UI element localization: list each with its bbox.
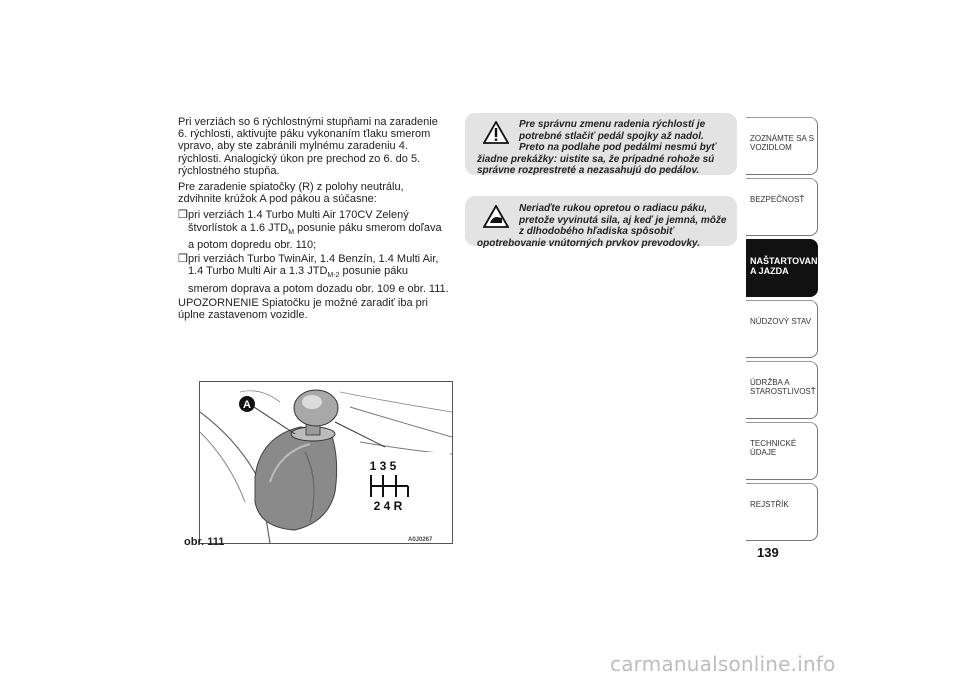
bullet-text: pri verziách 1.4 Turbo Multi Air 170CV Zelený štvorlístok a 1.6 $JTD_M$ posunie páku smerom doľava a potom dopredu obr. 110; — [188, 209, 442, 252]
figure-caption: obr. 111 — [184, 536, 225, 548]
tab-know-your-vehicle[interactable]: ZOZNÁMTE SA S VOZIDLOM — [746, 117, 818, 175]
body-text-column — [178, 116, 450, 325]
paragraph-sixth-gear: Pri verziách so 6 rýchlostnými stupňami na zaradenie 6. rýchlosti, aktivujte páku vykonaním ťlaku smerom vpravo, aby ste zabránili mylnému zaradeniu 4. rýchlosti. Analogický úkon pre prechod zo 6. do 5. rýchlostného stupňa. — [178, 116, 438, 177]
warning-triangle-icon — [483, 121, 509, 148]
gear-bottom-labels: 2 4 R — [373, 499, 403, 513]
chapter-tabs — [746, 117, 827, 544]
tab-starting-driving[interactable]: NAŠTARTOVANIE A JAZDA — [746, 239, 818, 297]
warning-box-clutch — [465, 113, 737, 175]
watermark: carmanualsonline.info — [610, 652, 836, 676]
bullet-box-icon: ❒ — [178, 209, 188, 222]
bullet-box-icon: ❒ — [178, 253, 188, 266]
tab-safety[interactable]: BEZPEČNOSŤ — [746, 178, 818, 236]
label-a: A — [243, 399, 251, 411]
hand-caution-icon — [483, 205, 509, 232]
page-number: 139 — [757, 545, 779, 560]
gear-top-labels: 1 3 5 — [369, 459, 397, 473]
bullet-text: pri verziách Turbo TwinAir, 1.4 Benzín, 1.4 Multi Air, 1.4 Turbo Multi Air a 1.3 $JTD_{M-2}$ posunie páku smerom doprava a potom dozadu obr. 109 e obr. 111. — [188, 253, 449, 295]
list-item — [178, 253, 450, 295]
warning-text-hand: Neriaďte rukou opretou o radiacu páku, pretože vyvinutá sila, aj keď je jemná, môže z dlhodobého hľadiska spôsobiť opotrebovanie vnútorných prvkov prevodovky. — [477, 203, 727, 249]
warning-text-clutch: Pre správnu zmenu radenia rýchlostí je potrebné stlačiť pedál spojky až nadol. Preto na podlahe pod pedálmi nesmú byť žiadne prekážky: uistite sa, že prípadné rohože sú správne rozprestreté a nezasahujú do pedálov. — [477, 119, 717, 177]
gear-pattern-diagram — [350, 452, 450, 542]
paragraph-reverse-gear: Pre zaradenie spiatočky (R) z polohy neutrálu, zdvihnite krúžok A pod pákou a súčasne: — [178, 181, 404, 206]
gear-lever-illustration — [200, 382, 452, 543]
tab-maintenance[interactable]: ÚDRŽBA A STAROSTLIVOSŤ — [746, 361, 818, 419]
gear-lever-figure — [199, 381, 453, 544]
tab-technical-data[interactable]: TECHNICKÉ ÚDAJE — [746, 422, 818, 480]
list-item — [178, 209, 450, 251]
warning-box-hand — [465, 196, 737, 249]
tab-index[interactable]: REJSTŘÍK — [746, 483, 818, 541]
figure-code: A0J0267 — [408, 537, 433, 543]
note-paragraph: UPOZORNENIE Spiatočku je možné zaradiť iba pri úplne zastavenom vozidle. — [178, 297, 428, 322]
tab-emergency[interactable]: NÚDZOVÝ STAV — [746, 300, 818, 358]
